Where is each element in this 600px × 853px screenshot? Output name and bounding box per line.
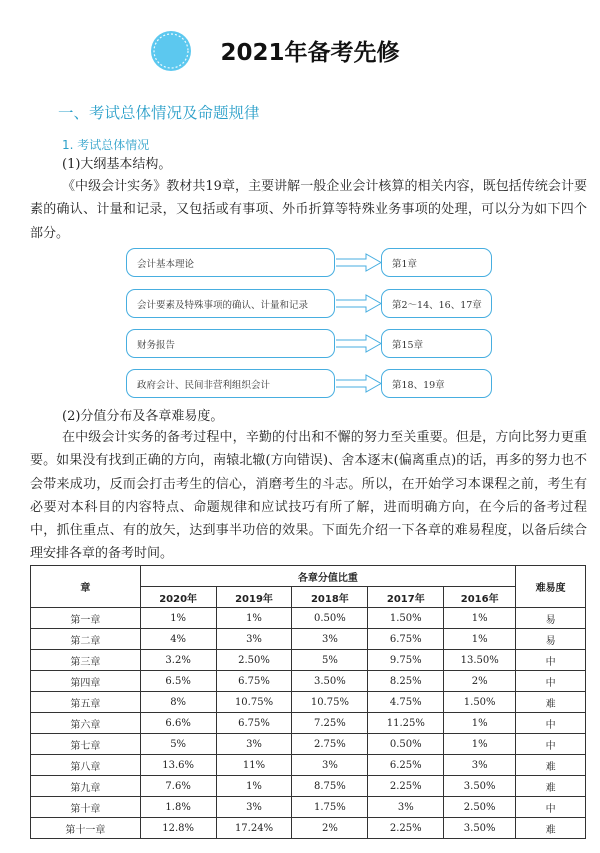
score-cell: 6.75% — [216, 671, 292, 692]
flow-left-box: 政府会计、民间非营利组织会计 — [126, 369, 335, 398]
part-a-label: (1)大纲基本结构。 — [62, 157, 172, 172]
score-cell: 6.6% — [140, 713, 216, 734]
section-heading: 一、考试总体情况及命题规律 — [58, 104, 260, 122]
score-cell: 8.25% — [368, 671, 444, 692]
score-cell: 8.75% — [292, 776, 368, 797]
flow-left-box: 会计基本理论 — [126, 248, 335, 277]
difficulty-cell: 中 — [516, 650, 586, 671]
score-cell: 3% — [292, 755, 368, 776]
score-cell: 0.50% — [292, 608, 368, 629]
chapter-cell: 第八章 — [31, 755, 141, 776]
intro-paragraph: 《中级会计实务》教材共19章，主要讲解一般企业会计核算的相关内容，既包括传统会计要素的确认、计量和记录，又包括或有事项、外币折算等特殊业务事项的处理，可以分为如下四个部分。 — [30, 179, 587, 241]
chapter-cell: 第十一章 — [31, 818, 141, 839]
score-cell: 1.50% — [368, 608, 444, 629]
score-cell: 2.50% — [216, 650, 292, 671]
score-cell: 3.50% — [444, 818, 516, 839]
page-title: 2021年备考先修 — [220, 40, 400, 66]
score-cell: 2% — [444, 671, 516, 692]
score-cell: 3.50% — [444, 776, 516, 797]
score-cell: 1.50% — [444, 692, 516, 713]
score-cell: 6.5% — [140, 671, 216, 692]
chapter-cell: 第四章 — [31, 671, 141, 692]
chapter-cell: 第七章 — [31, 734, 141, 755]
flow-right-box: 第1章 — [381, 248, 492, 277]
score-cell: 1% — [216, 776, 292, 797]
flow-left-box: 会计要素及特殊事项的确认、计量和记录 — [126, 289, 335, 318]
difficulty-cell: 难 — [516, 692, 586, 713]
difficulty-cell: 中 — [516, 797, 586, 818]
chapter-cell: 第三章 — [31, 650, 141, 671]
score-cell: 1% — [140, 608, 216, 629]
header-year: 2017年 — [368, 587, 444, 608]
score-cell: 3% — [368, 797, 444, 818]
score-cell: 1.8% — [140, 797, 216, 818]
score-cell: 2.75% — [292, 734, 368, 755]
difficulty-cell: 中 — [516, 671, 586, 692]
score-cell: 0.50% — [368, 734, 444, 755]
score-cell: 8% — [140, 692, 216, 713]
arrow-icon — [336, 254, 381, 271]
chapter-cell: 第十章 — [31, 797, 141, 818]
header-year: 2019年 — [216, 587, 292, 608]
chapter-score-table — [30, 565, 586, 839]
score-cell: 7.6% — [140, 776, 216, 797]
score-cell: 2.25% — [368, 818, 444, 839]
difficulty-cell: 易 — [516, 629, 586, 650]
table-row — [31, 818, 586, 839]
header-year: 2016年 — [444, 587, 516, 608]
chapter-cell: 第二章 — [31, 629, 141, 650]
table-row — [31, 608, 586, 629]
score-cell: 2.25% — [368, 776, 444, 797]
score-cell: 6.75% — [216, 713, 292, 734]
difficulty-cell: 中 — [516, 734, 586, 755]
chapter-cell: 第九章 — [31, 776, 141, 797]
score-cell: 5% — [292, 650, 368, 671]
table-row — [31, 713, 586, 734]
score-cell: 4% — [140, 629, 216, 650]
table-row — [31, 650, 586, 671]
score-cell: 2% — [292, 818, 368, 839]
score-cell: 10.75% — [216, 692, 292, 713]
score-cell: 17.24% — [216, 818, 292, 839]
score-cell: 5% — [140, 734, 216, 755]
flow-left-box: 财务报告 — [126, 329, 335, 358]
score-cell: 7.25% — [292, 713, 368, 734]
chapter-cell: 第五章 — [31, 692, 141, 713]
score-cell: 6.25% — [368, 755, 444, 776]
score-cell: 4.75% — [368, 692, 444, 713]
header-difficulty: 难易度 — [516, 566, 586, 608]
difficulty-cell: 难 — [516, 818, 586, 839]
difficulty-cell: 难 — [516, 776, 586, 797]
header-year: 2020年 — [140, 587, 216, 608]
score-cell: 9.75% — [368, 650, 444, 671]
score-cell: 1% — [444, 734, 516, 755]
header-score-group: 各章分值比重 — [140, 566, 515, 587]
score-cell: 1% — [444, 608, 516, 629]
chapter-cell: 第一章 — [31, 608, 141, 629]
score-cell: 1% — [444, 629, 516, 650]
difficulty-cell: 难 — [516, 755, 586, 776]
header-chapter: 章 — [31, 566, 141, 608]
table-row — [31, 797, 586, 818]
score-cell: 2.50% — [444, 797, 516, 818]
table-row — [31, 776, 586, 797]
table-row — [31, 629, 586, 650]
difficulty-cell: 易 — [516, 608, 586, 629]
arrow-icon — [336, 375, 381, 392]
score-cell: 3% — [216, 734, 292, 755]
score-cell: 11.25% — [368, 713, 444, 734]
table-row — [31, 671, 586, 692]
flow-arrows — [336, 248, 382, 403]
score-cell: 13.50% — [444, 650, 516, 671]
score-cell: 10.75% — [292, 692, 368, 713]
score-cell: 3% — [444, 755, 516, 776]
score-cell: 1% — [216, 608, 292, 629]
score-cell: 3% — [292, 629, 368, 650]
flow-right-box: 第2～14、16、17章 — [381, 289, 492, 318]
part-b-label: (2)分值分布及各章难易度。 — [62, 409, 224, 424]
score-cell: 6.75% — [368, 629, 444, 650]
flow-right-box: 第18、19章 — [381, 369, 492, 398]
score-cell: 1% — [444, 713, 516, 734]
arrow-icon — [336, 295, 381, 312]
table-row — [31, 692, 586, 713]
flow-right-box: 第15章 — [381, 329, 492, 358]
table-row — [31, 734, 586, 755]
score-cell: 1.75% — [292, 797, 368, 818]
score-cell: 3.2% — [140, 650, 216, 671]
subsection-heading: 1. 考试总体情况 — [62, 138, 150, 152]
score-cell: 3.50% — [292, 671, 368, 692]
score-cell: 11% — [216, 755, 292, 776]
difficulty-cell: 中 — [516, 713, 586, 734]
arrow-icon — [336, 335, 381, 352]
header-year: 2018年 — [292, 587, 368, 608]
table-row — [31, 755, 586, 776]
score-cell: 13.6% — [140, 755, 216, 776]
score-cell: 3% — [216, 629, 292, 650]
score-cell: 12.8% — [140, 818, 216, 839]
score-cell: 3% — [216, 797, 292, 818]
chapter-cell: 第六章 — [31, 713, 141, 734]
part-b-paragraph: 在中级会计实务的备考过程中，辛勤的付出和不懈的努力至关重要。但是，方向比努力更重要。如果没有找到正确的方向，南辕北辙(方向错误)、舍本逐末(偏离重点)的话，再多的努力也不会带来成功，反而会打击考生的信心，消磨考生的斗志。所以，在开始学习本课程之前，考生有必要对本科目的内容特点、命题规律和应试技巧有所了解，进而明确方向，在今后的备考过程中，抓住重点、有的放矢，达到事半功倍的效果。下面先介绍一下各章的难易程度，以备后续合理安排各章的备考时间。 — [30, 430, 587, 562]
